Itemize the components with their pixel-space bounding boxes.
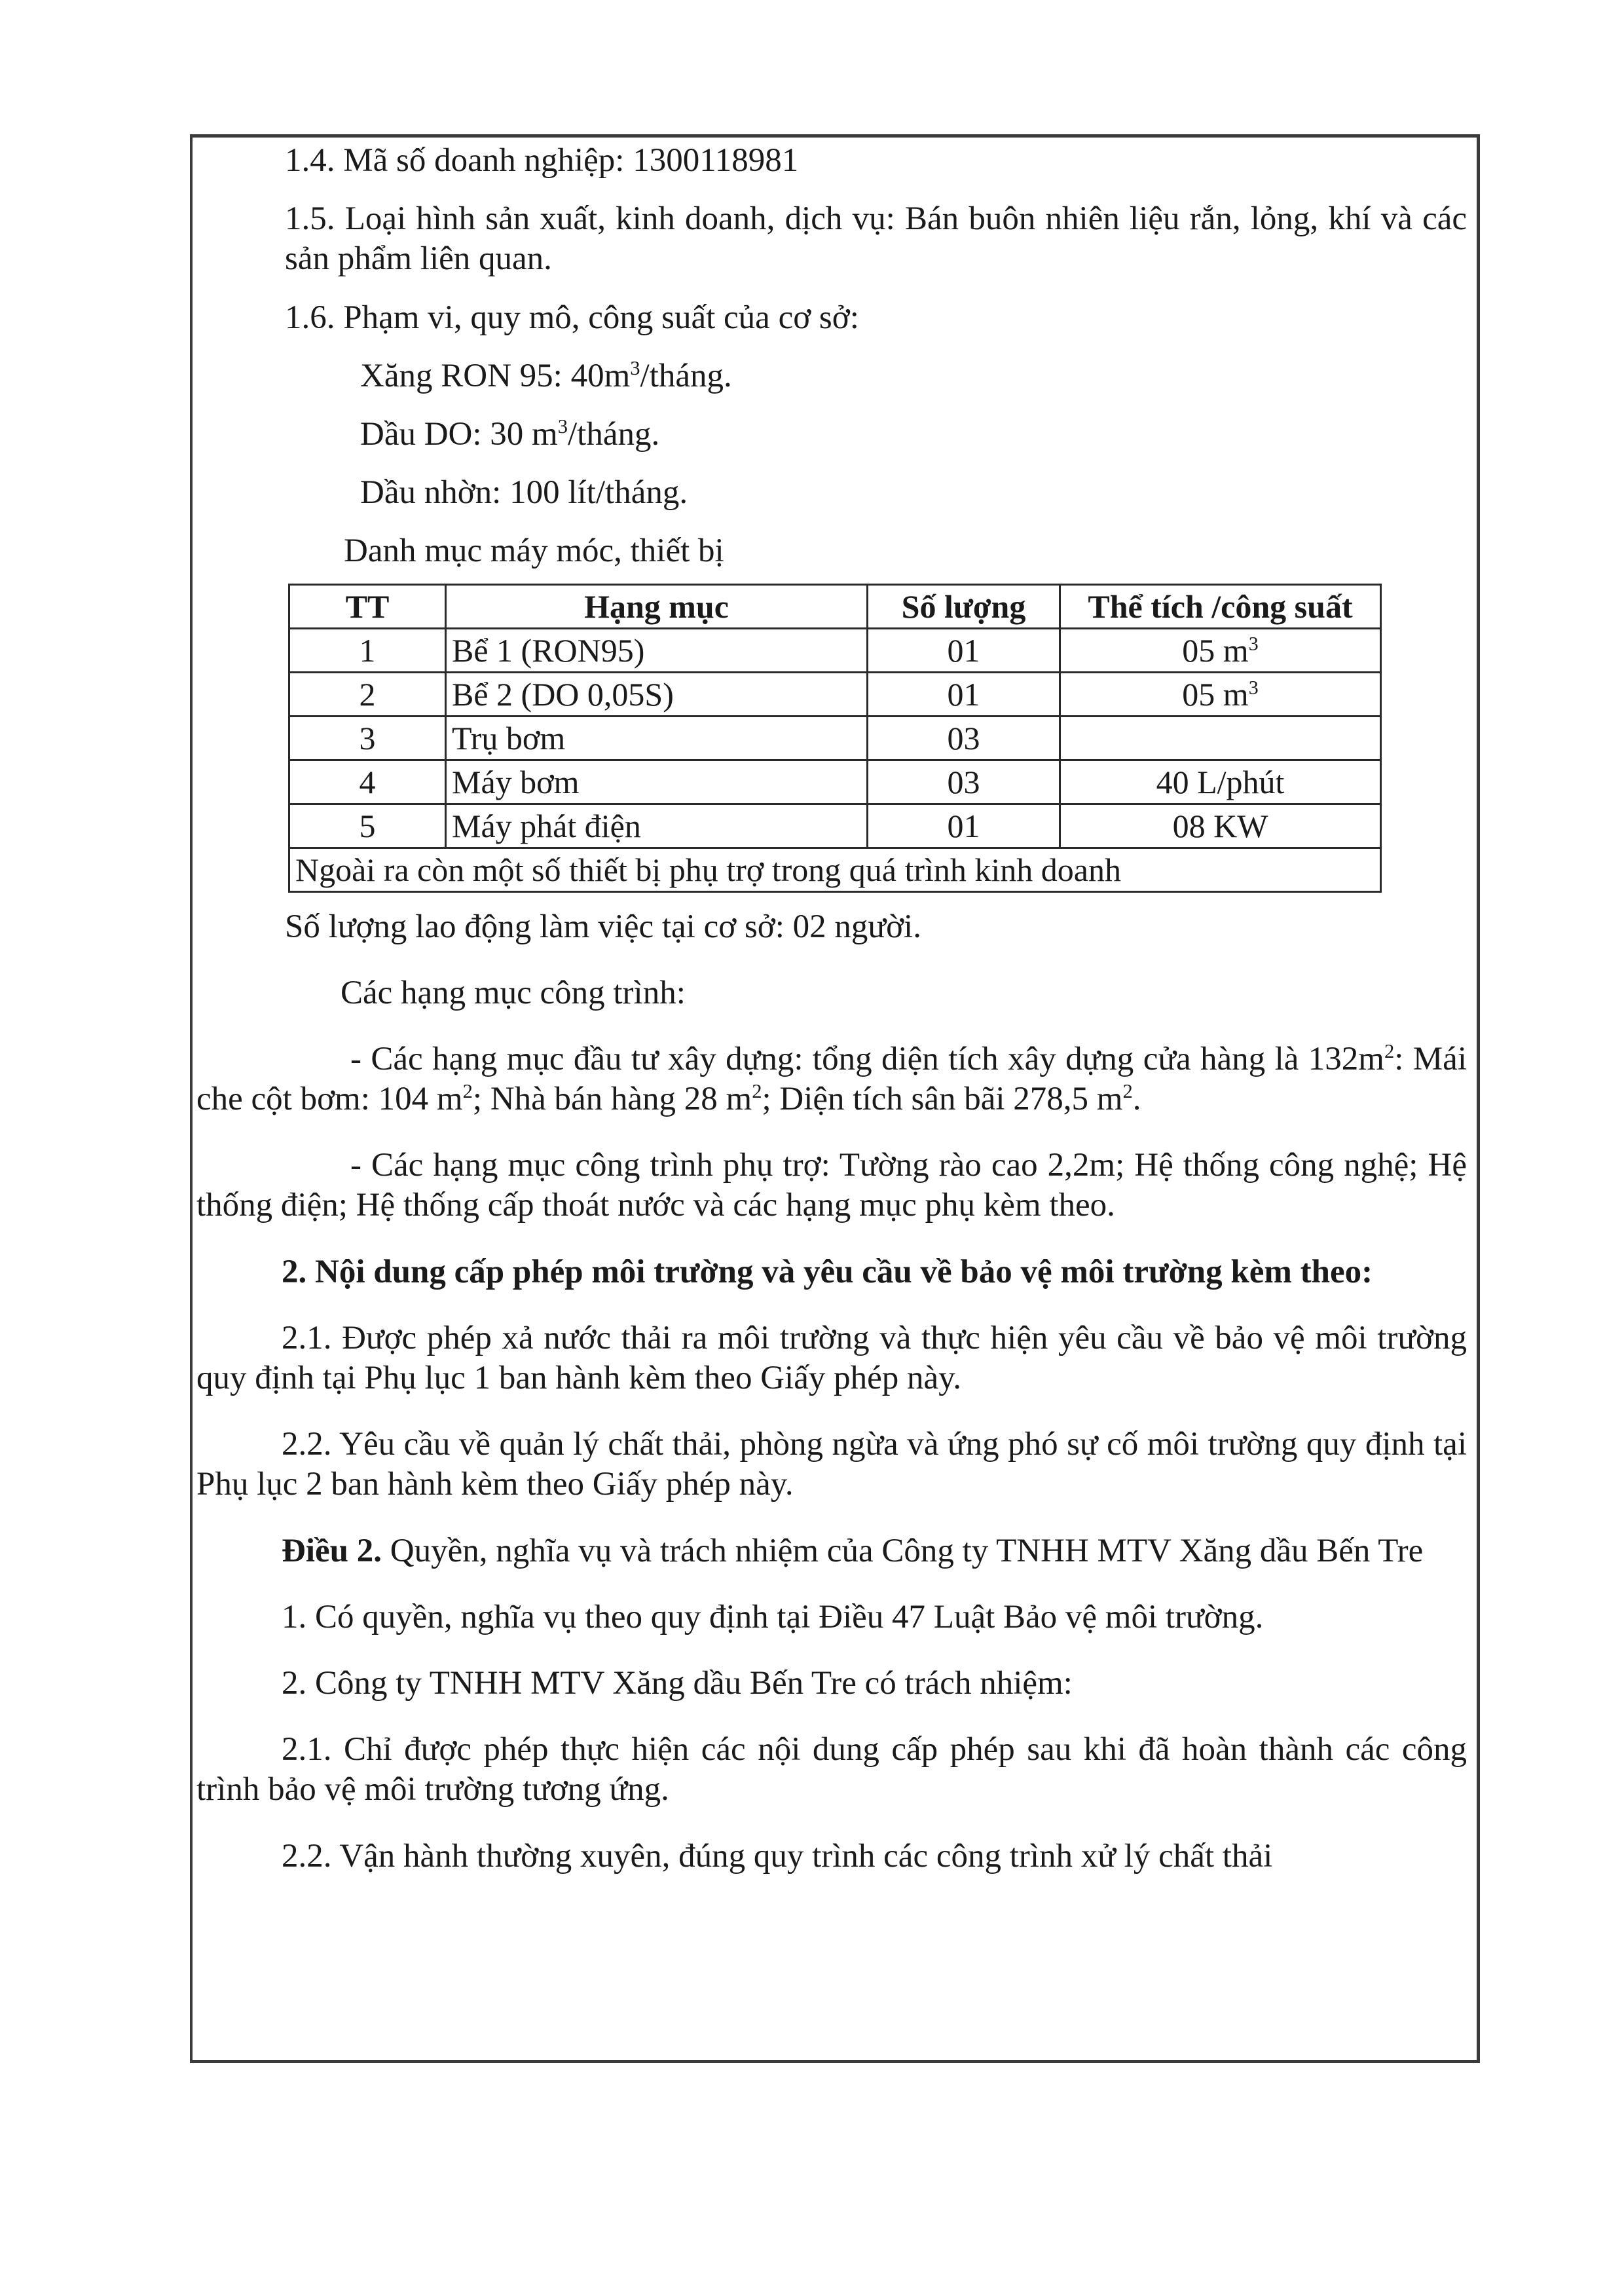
capacity-do: Dầu DO: 30 $m^3$/tháng.: [360, 415, 660, 453]
works-title: Các hạng mục công trình:: [341, 974, 686, 1011]
document-page: [196, 141, 1467, 1876]
works-auxiliary: - Các hạng mục công trình phụ trợ: Tường rào cao 2,2m; Hệ thống công nghệ; Hệ thống điện; Hệ thống cấp thoát nước và các hạng mục phụ kèm theo.: [196, 1147, 1467, 1224]
section-2-1: 2.1. Được phép xả nước thải ra môi trường và thực hiện yêu cầu về bảo vệ môi trường quy định tại Phụ lục 1 ban hành kèm theo Giấy phép này.: [196, 1319, 1467, 1396]
item-1-6: 1.6. Phạm vi, quy mô, công suất của cơ sở:: [285, 299, 859, 336]
section-2-title: 2. Nội dung cấp phép môi trường và yêu cầu về bảo vệ môi trường kèm theo:: [282, 1253, 1373, 1290]
table-row: 3 Trụ bơm 03: [289, 716, 1381, 760]
section-2-2: 2.2. Yêu cầu về quản lý chất thải, phòng ngừa và ứng phó sự cố môi trường quy định tại Phụ lục 2 ban hành kèm theo Giấy phép này.: [196, 1426, 1467, 1503]
col-qty: Số lượng: [868, 584, 1060, 628]
article-2-item-2-1: 2.1. Chỉ được phép thực hiện các nội dung cấp phép sau khi đã hoàn thành các công trình bảo vệ môi trường tương ứng.: [196, 1731, 1467, 1808]
works-main: - Các hạng mục đầu tư xây dựng: tổng diện tích xây dựng cửa hàng là $132m^2$: Mái che cột bơm: 104 $m^2$; Nhà bán hàng 28 $m^2$; Diện tích sân bãi 278,5 $m^2$.: [196, 1039, 1467, 1118]
table-row: 2 Bể 2 (DO 0,05S) 01 05 $m^3$: [289, 672, 1381, 716]
article-2: Điều 2. Quyền, nghĩa vụ và trách nhiệm của Công ty TNHH MTV Xăng dầu Bến Tre: [282, 1532, 1424, 1569]
equipment-table: [288, 584, 1382, 893]
capacity-lube: Dầu nhờn: 100 lít/tháng.: [360, 474, 688, 512]
item-1-4: 1.4. Mã số doanh nghiệp: 1300118981: [285, 142, 799, 179]
article-2-item-2-2: 2.2. Vận hành thường xuyên, đúng quy trình các công trình xử lý chất thải: [282, 1837, 1273, 1875]
equipment-title: Danh mục máy móc, thiết bị: [344, 532, 724, 570]
article-2-item-2: 2. Công ty TNHH MTV Xăng dầu Bến Tre có trách nhiệm:: [282, 1664, 1073, 1702]
table-row: 1 Bể 1 (RON95) 01 05 $m^3$: [289, 628, 1381, 672]
table-header-row: [289, 584, 1381, 628]
table-row: 5 Máy phát điện 01 08 KW: [289, 804, 1381, 848]
table-footer-row: Ngoài ra còn một số thiết bị phụ trợ trong quá trình kinh doanh: [289, 848, 1381, 891]
table-row: 4 Máy bơm 03 40 L/phút: [289, 760, 1381, 804]
col-name: Hạng mục: [446, 584, 868, 628]
col-tt: TT: [289, 584, 446, 628]
article-2-item-1: 1. Có quyền, nghĩa vụ theo quy định tại Điều 47 Luật Bảo vệ môi trường.: [282, 1598, 1264, 1635]
labor-count: Số lượng lao động làm việc tại cơ sở: 02 người.: [285, 908, 921, 945]
col-vol: Thể tích /công suất: [1060, 584, 1381, 628]
item-1-5: 1.5. Loại hình sản xuất, kinh doanh, dịch vụ: Bán buôn nhiên liệu rắn, lỏng, khí và các sản phẩm liên quan.: [285, 200, 1467, 278]
capacity-ron95: Xăng RON 95: $40m^3$/tháng.: [360, 356, 732, 394]
